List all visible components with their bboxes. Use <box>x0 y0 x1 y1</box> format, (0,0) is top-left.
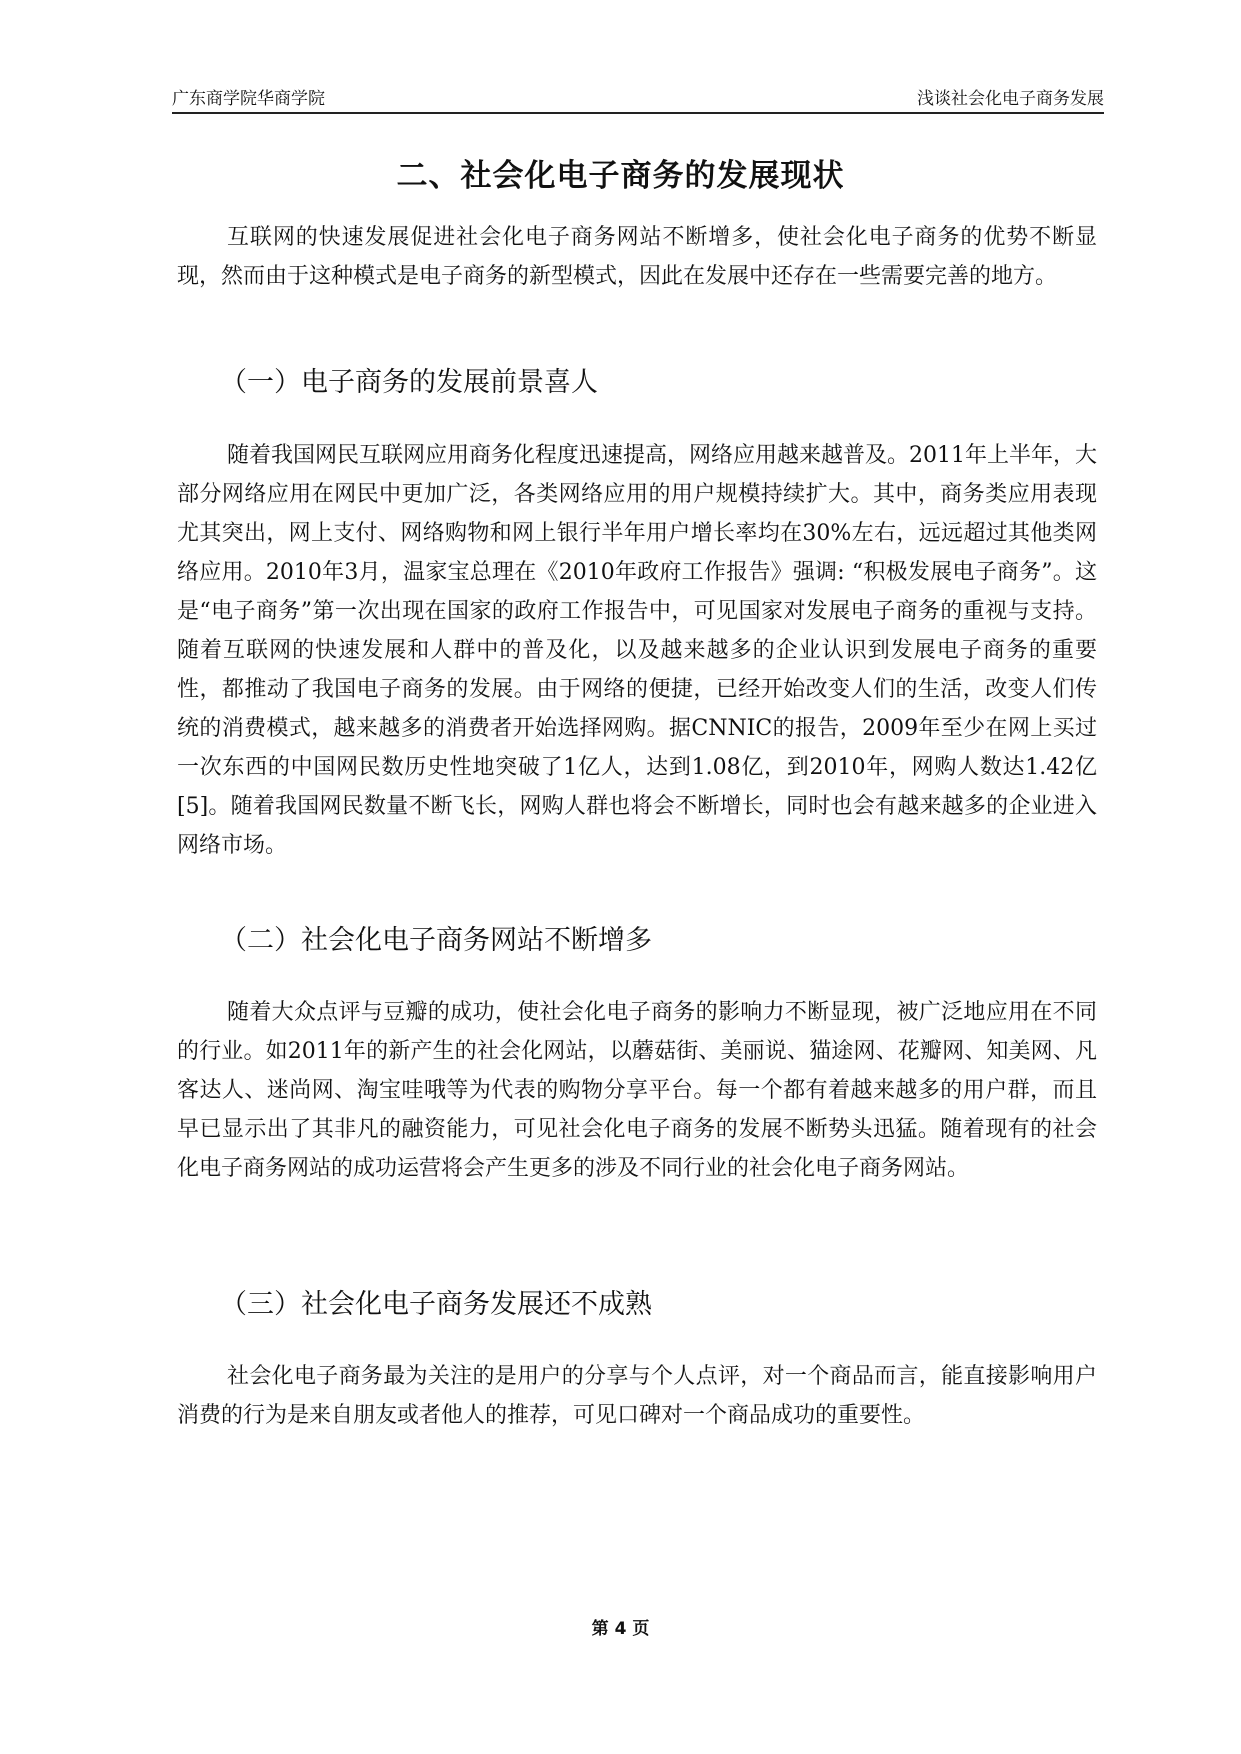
section-heading-1: （一）电子商务的发展前景喜人 <box>220 367 598 398</box>
section-paragraph-1: 随着我国网民互联网应用商务化程度迅速提高，网络应用越来越普及。2011年上半年，大部分网络应用在网民中更加广泛，各类网络应用的用户规模持续扩大。其中，商务类应用表现尤其突出，网上支付、网络购物和网上银行半年用户增长率均在30%左右，远远超过其他类网络应用。2010年3月，温家宝总理在《2010年政府工作报告》强调: “积极发展电子商务”。这是“电子商务”第一次出现在国家的政府工作报告中，可见国家对发展电子商务的重视与支持。随着互联网的快速发展和人群中的普及化，以及越来越多的企业认识到发展电子商务的重要性，都推动了我国电子商务的发展。由于网络的便捷，已经开始改变人们的生活，改变人们传统的消费模式，越来越多的消费者开始选择网购。据CNNIC的报告，2009年至少在网上买过一次东西的中国网民数历史性地突破了1亿人，达到1.08亿，到2010年，网购人数达1.42亿[5]。随着我国网民数量不断飞长，网购人群也将会不断增长，同时也会有越来越多的企业进入网络市场。 <box>177 443 1097 858</box>
section-heading-3: （三）社会化电子商务发展还不成熟 <box>220 1289 652 1320</box>
section-paragraph-3: 社会化电子商务最为关注的是用户的分享与个人点评，对一个商品而言，能直接影响用户消费的行为是来自朋友或者他人的推荐，可见口碑对一个商品成功的重要性。 <box>177 1364 1097 1428</box>
page-header <box>172 84 1104 114</box>
header-right: 浅谈社会化电子商务发展 <box>917 89 1104 109</box>
section-heading-2: （二）社会化电子商务网站不断增多 <box>220 925 652 956</box>
page-number: 第 4 页 <box>591 1619 650 1639</box>
intro-paragraph: 互联网的快速发展促进社会化电子商务网站不断增多，使社会化电子商务的优势不断显现，然而由于这种模式是电子商务的新型模式，因此在发展中还存在一些需要完善的地方。 <box>177 225 1097 289</box>
section-paragraph-2: 随着大众点评与豆瓣的成功，使社会化电子商务的影响力不断显现，被广泛地应用在不同的行业。如2011年的新产生的社会化网站，以蘑菇街、美丽说、猫途网、花瓣网、知美网、凡客达人、迷尚网、淘宝哇哦等为代表的购物分享平台。每一个都有着越来越多的用户群，而且早已显示出了其非凡的融资能力，可见社会化电子商务的发展不断势头迅猛。随着现有的社会化电子商务网站的成功运营将会产生更多的涉及不同行业的社会化电子商务网站。 <box>177 1000 1097 1181</box>
header-left: 广东商学院华商学院 <box>172 89 325 109</box>
page-title: 二、社会化电子商务的发展现状 <box>396 158 845 194</box>
